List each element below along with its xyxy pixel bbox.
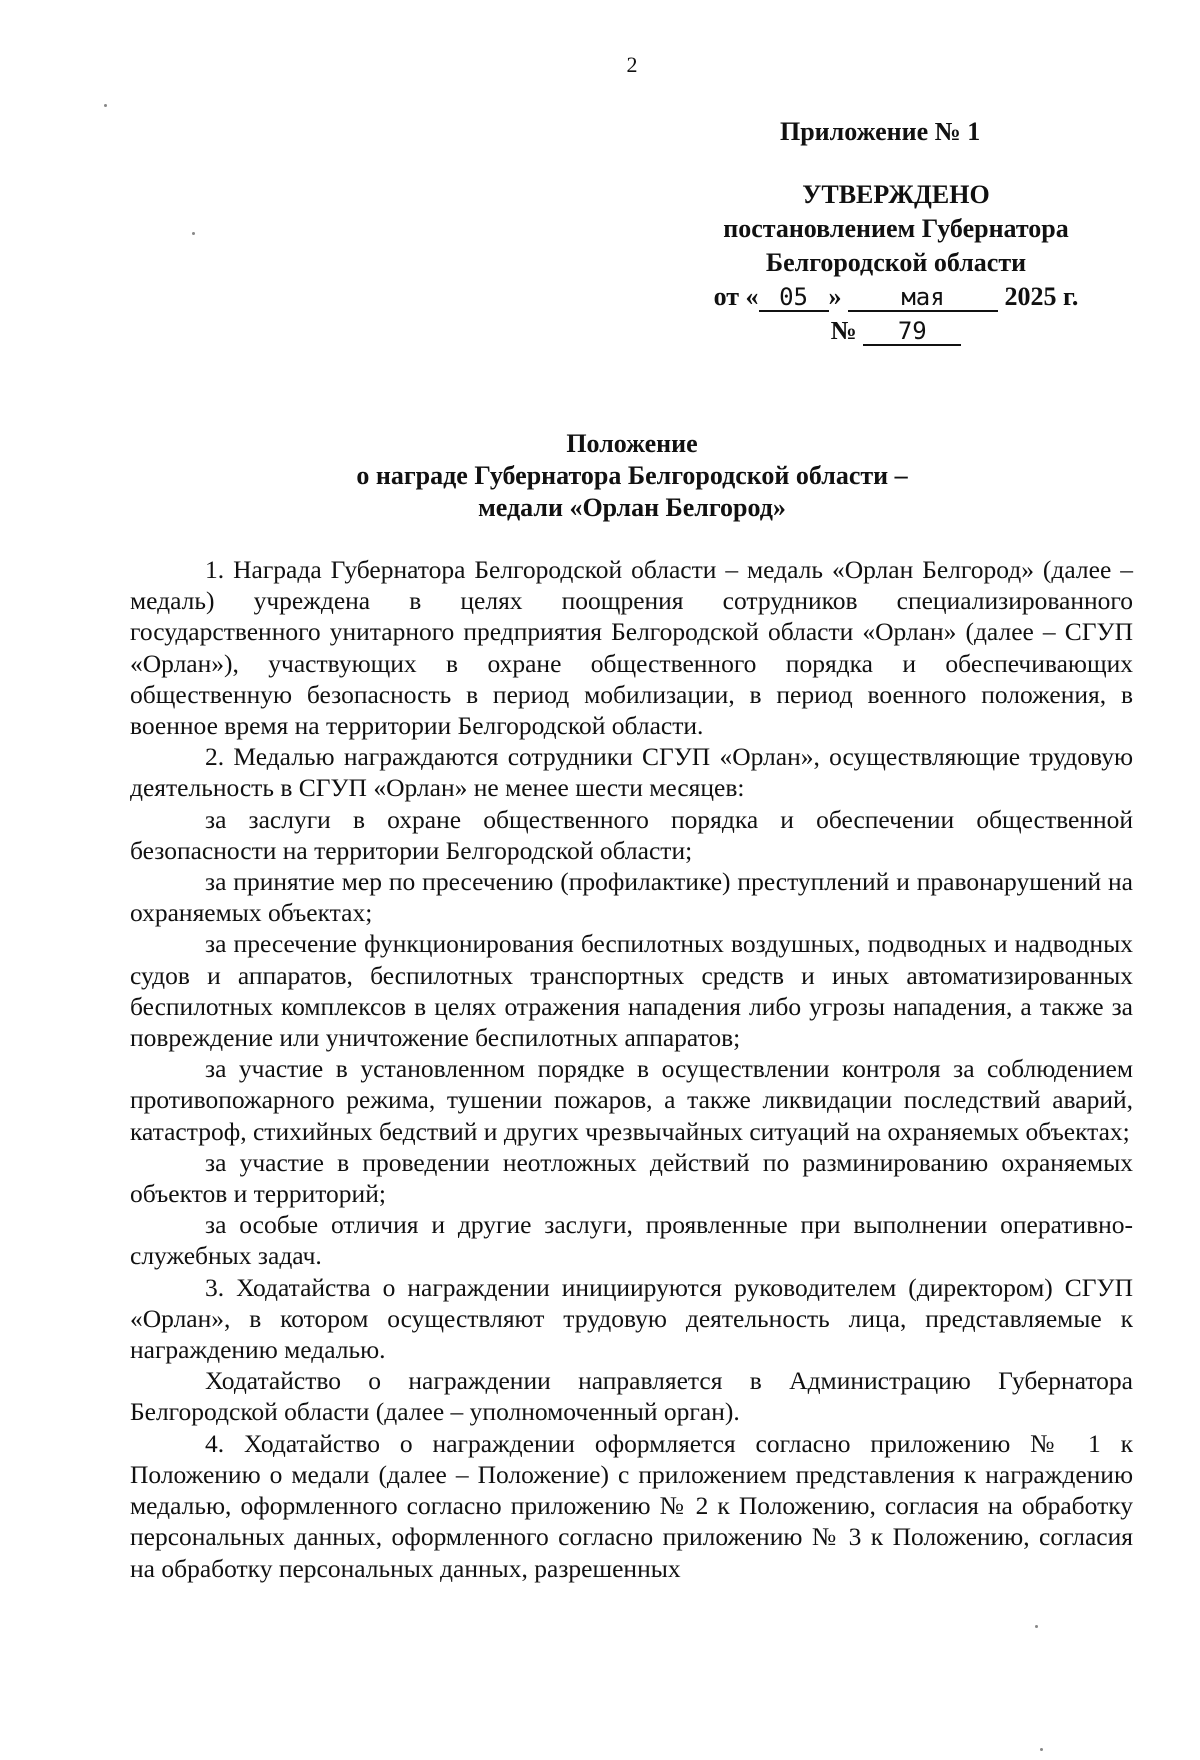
approval-heading: УТВЕРЖДЕНО [802, 180, 990, 209]
paragraph: за заслуги в охране общественного порядка и обеспечении общественной безопасности на территории Белгородской области; [130, 804, 1133, 865]
paragraph: Ходатайство о награждении направляется в Администрацию Губернатора Белгородской области (далее – уполномоченный орган). [130, 1366, 1133, 1427]
date-prefix: от « [713, 282, 759, 311]
document-body [130, 554, 1133, 1584]
appendix-label: Приложение № 1 [780, 117, 981, 146]
title-line-3: медали «Орлан Белгород» [478, 493, 786, 522]
scan-speck [104, 104, 107, 107]
scan-speck [1040, 1748, 1043, 1751]
paragraph: за участие в установленном порядке в осуществлении контроля за соблюдением противопожарного режима, тушении пожаров, а также ликвидации последствий аварий, катастроф, стихийных бедствий и других чрезвычайных ситуаций на охраняемых объектах; [130, 1054, 1133, 1146]
paragraph: 2. Медалью награждаются сотрудники СГУП «Орлан», осуществляющие трудовую деятельность в СГУП «Орлан» не менее шести месяцев: [130, 742, 1133, 803]
title-line-2: о награде Губернатора Белгородской области – [356, 461, 908, 490]
paragraph: 1. Награда Губернатора Белгородской области – медаль «Орлан Белгород» (далее – медаль) учреждена в целях поощрения сотрудников специализированного государственного унитарного предприятия Белгородской области «Орлан» (далее – СГУП «Орлан»), участвующих в охране общественного порядка и обеспечивающих общественную безопасность в период мобилизации, в период военного положения, в военное время на территории Белгородской области. [130, 555, 1133, 741]
paragraph: за особые отличия и другие заслуги, проявленные при выполнении оперативно-служебных задач. [130, 1210, 1133, 1271]
page-number: 2 [626, 52, 638, 77]
paragraph: 4. Ходатайство о награждении оформляется согласно приложению № 1 к Положению о медали (далее – Положение) с приложением представления к награждению медалью, оформленного согласно приложению № 2 к Положению, согласия на обработку персональных данных, оформленного согласно приложению № 3 к Положению, согласия на обработку персональных данных, разрешенных [130, 1428, 1133, 1583]
approval-stamp-block [686, 178, 1106, 348]
paragraph: за участие в проведении неотложных действий по разминированию охраняемых объектов и территорий; [130, 1147, 1133, 1209]
paragraph: за пресечение функционирования беспилотных воздушных, подводных и надводных судов и аппаратов, беспилотных транспортных средств и иных автоматизированных беспилотных комплексов в целях отражения нападения либо угрозы нападения, а также за повреждение или уничтожение беспилотных аппаратов; [130, 929, 1133, 1053]
number-prefix: № [830, 316, 857, 345]
document-title [0, 428, 1200, 524]
title-line-1: Положение [566, 429, 698, 458]
date-day-field: 05 [759, 284, 829, 312]
date-year: 2025 г. [1004, 282, 1079, 311]
date-mid: » [828, 282, 842, 311]
approval-line-2: Белгородской области [765, 248, 1027, 277]
approval-number [686, 314, 1106, 348]
paragraph: за принятие мер по пресечению (профилактике) преступлений и правонарушений на охраняемых объектах; [130, 867, 1133, 928]
date-month-field: мая [848, 284, 998, 312]
scan-speck [1035, 1625, 1038, 1628]
approval-line-1: постановлением Губернатора [723, 214, 1069, 243]
approval-date [686, 280, 1106, 314]
scan-speck [192, 232, 195, 235]
paragraph: 3. Ходатайства о награждении инициируются руководителем (директором) СГУП «Орлан», в котором осуществляют трудовую деятельность лица, представляемые к награждению медалью. [130, 1272, 1133, 1365]
number-field: 79 [863, 318, 961, 346]
